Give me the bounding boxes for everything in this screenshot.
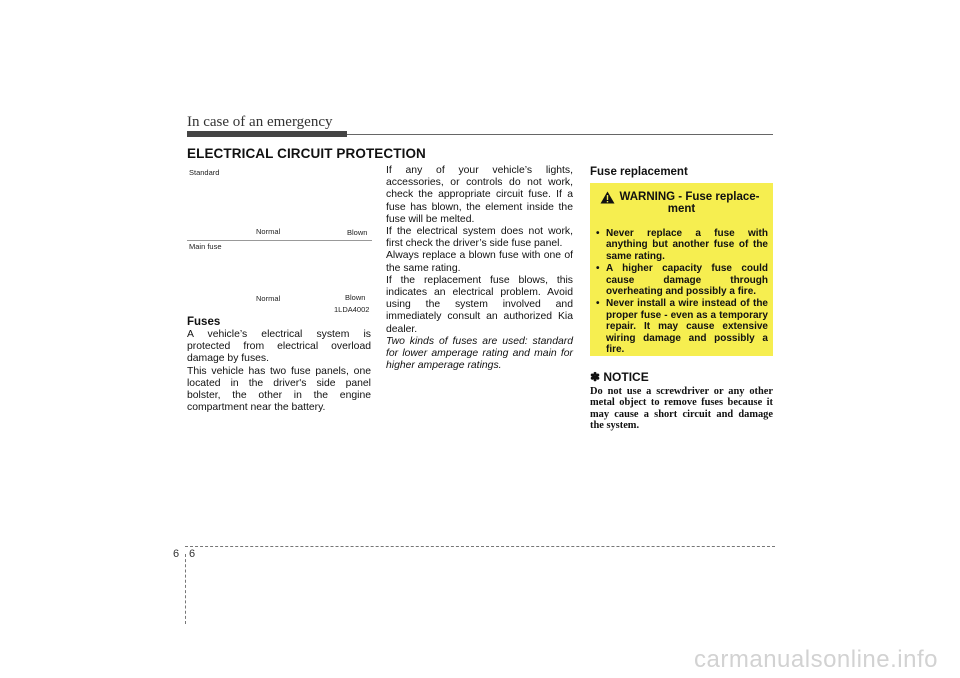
footer-dashed-rule: [185, 546, 775, 547]
figure-divider: [187, 240, 372, 241]
middle-paragraph-2: If the electrical system does not work, first check the driver’s side fuse panel.: [386, 226, 573, 250]
middle-paragraph-4: If the replacement fuse blows, this indicates an electrical problem. Avoid using the system involved and immediately consult an authorized Kia dealer.: [386, 274, 573, 335]
section-title: ELECTRICAL CIRCUIT PROTECTION: [187, 146, 426, 161]
warning-title-line-1: WARNING - Fuse replace-: [619, 191, 760, 203]
header-accent-bar: [187, 131, 347, 137]
figure-label-normal-standard: Normal: [256, 227, 281, 236]
warning-title: [590, 191, 773, 215]
warning-title-line-2: ment: [667, 203, 696, 215]
warning-item: • Never replace a fuse with anything but another fuse of the same rating.: [596, 228, 768, 262]
warning-box: [590, 183, 773, 356]
header-rule: [347, 134, 773, 135]
chapter-number: 6: [173, 548, 180, 560]
warning-item: • A higher capacity fuse could cause damage through overheating and possibly a fire.: [596, 263, 768, 297]
notice-title: ✽ NOTICE: [590, 370, 649, 384]
fuses-heading: Fuses: [187, 316, 221, 328]
figure-code: 1LDA4002: [334, 305, 370, 314]
page-header-title: In case of an emergency: [187, 114, 333, 130]
warning-list: [596, 228, 768, 356]
warning-triangle-icon: [600, 191, 615, 204]
fuses-paragraph-2: This vehicle has two fuse panels, one located in the driver's side panel bolster, the other in the engine compartment near the battery.: [187, 365, 371, 414]
figure-label-main-fuse: Main fuse: [189, 242, 222, 251]
fuse-types-note: Two kinds of fuses are used: standard for lower amperage rating and main for higher amperage ratings.: [386, 335, 573, 372]
footer-vertical-rule: [185, 554, 186, 624]
middle-paragraph-1: If any of your vehicle’s lights, accessories, or controls do not work, check the appropriate circuit fuse. If a fuse has blown, the element inside the fuse will be melted.: [386, 165, 573, 225]
middle-paragraph-3: Always replace a blown fuse with one of the same rating.: [386, 250, 573, 274]
figure-label-standard: Standard: [189, 168, 220, 177]
watermark: carmanualsonline.info: [694, 646, 938, 673]
figure-label-blown-standard: Blown: [347, 228, 368, 237]
fuse-replacement-heading: Fuse replacement: [590, 166, 688, 178]
notice-body: Do not use a screwdriver or any other metal object to remove fuses because it may cause a short circuit and damage the system.: [590, 386, 773, 432]
figure-label-normal-main: Normal: [256, 294, 281, 303]
page-number: 6: [189, 548, 196, 560]
figure-label-blown-main: Blown: [345, 293, 366, 302]
warning-item: • Never install a wire instead of the proper fuse - even as a temporary repair. It may cause extensive wiring damage and possibly a fire.: [596, 298, 768, 355]
column-middle: [386, 165, 573, 372]
column-left: [187, 316, 371, 414]
fuses-paragraph-1: A vehicle’s electrical system is protected from electrical overload damage by fuses.: [187, 329, 371, 365]
